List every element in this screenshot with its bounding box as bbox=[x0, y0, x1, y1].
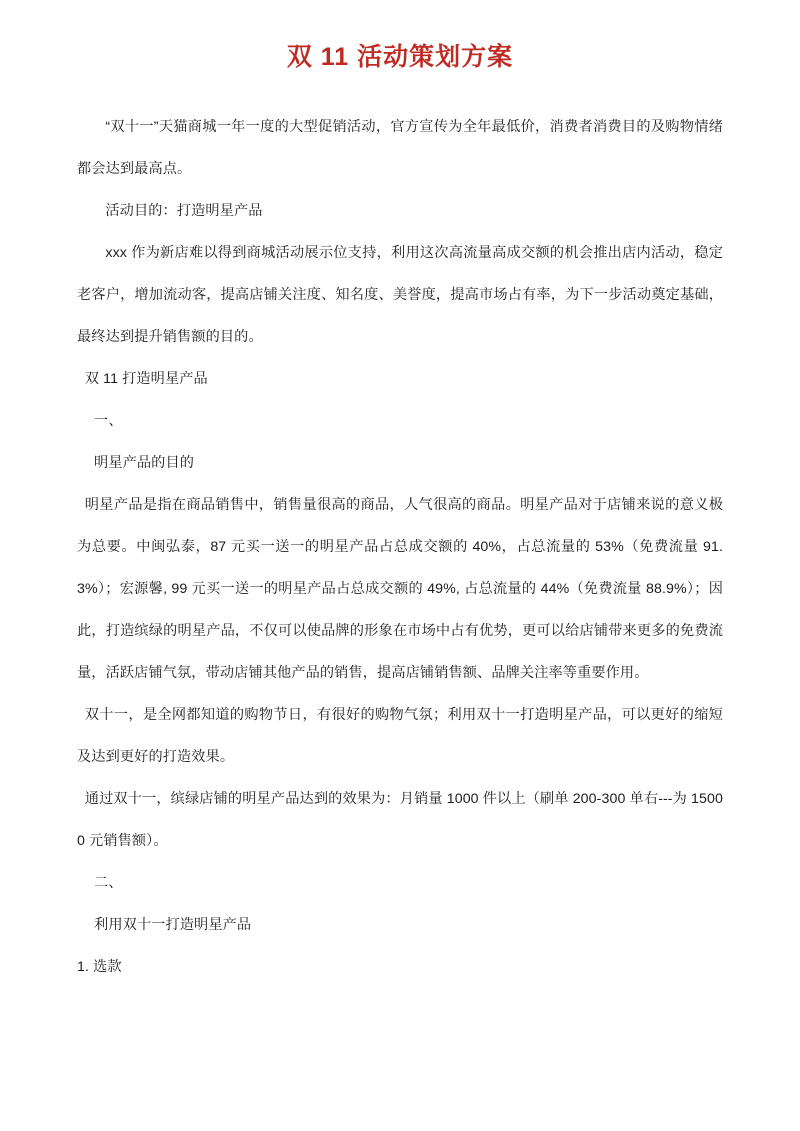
paragraph-intro: “双十一”天猫商城一年一度的大型促销活动，官方宣传为全年最低价，消费者消费目的及购物情绪都会达到最高点。 bbox=[77, 119, 723, 177]
paragraph-activity-goal: 活动目的：打造明星产品 bbox=[105, 203, 263, 219]
list-item-select-style: 1. 选款 bbox=[77, 959, 122, 975]
subheading-star-product-purpose: 明星产品的目的 bbox=[94, 455, 195, 471]
paragraph-star-product-definition: 明星产品是指在商品销售中，销售量很高的商品，人气很高的商品。明星产品对于店铺来说的意义极为总要。中闽弘泰，87 元买一送一的明星产品占总成交额的 40%，占总流量的 53%（免费流量 91.3%）；宏源馨, 99 元买一送一的明星产品占总成交额的 49%, 占总流量的 44%（免费流量 88.9%）；因此，打造缤绿的明星产品，不仅可以使品牌的形象在市场中占有优势，更可以给店铺带来更多的免费流量，活跃店铺气氛，带动店铺其他产品的销售，提高店铺销售额、品牌关注率等重要作用。 bbox=[77, 497, 723, 681]
document-body bbox=[77, 72, 723, 988]
paragraph-expected-results: 通过双十一，缤绿店铺的明星产品达到的效果为：月销量 1000 件以上（刷单 200-300 单右---为 15000 元销售额）。 bbox=[77, 791, 723, 849]
subheading-use-double11: 利用双十一打造明星产品 bbox=[94, 917, 252, 933]
heading-double11-star-product: 双 11 打造明星产品 bbox=[84, 371, 208, 387]
page-title: 双 11 活动策划方案 bbox=[286, 43, 514, 71]
section-number-two: 二、 bbox=[94, 875, 123, 891]
paragraph-store-background: xxx 作为新店难以得到商城活动展示位支持，利用这次高流量高成交额的机会推出店内活动，稳定老客户，增加流动客，提高店铺关注度、知名度、美誉度，提高市场占有率，为下一步活动奠定基础，最终达到提升销售额的目的。 bbox=[77, 245, 723, 345]
section-number-one: 一、 bbox=[94, 413, 123, 429]
paragraph-double11-atmosphere: 双十一，是全网都知道的购物节日，有很好的购物气氛；利用双十一打造明星产品，可以更好的缩短及达到更好的打造效果。 bbox=[77, 707, 723, 765]
